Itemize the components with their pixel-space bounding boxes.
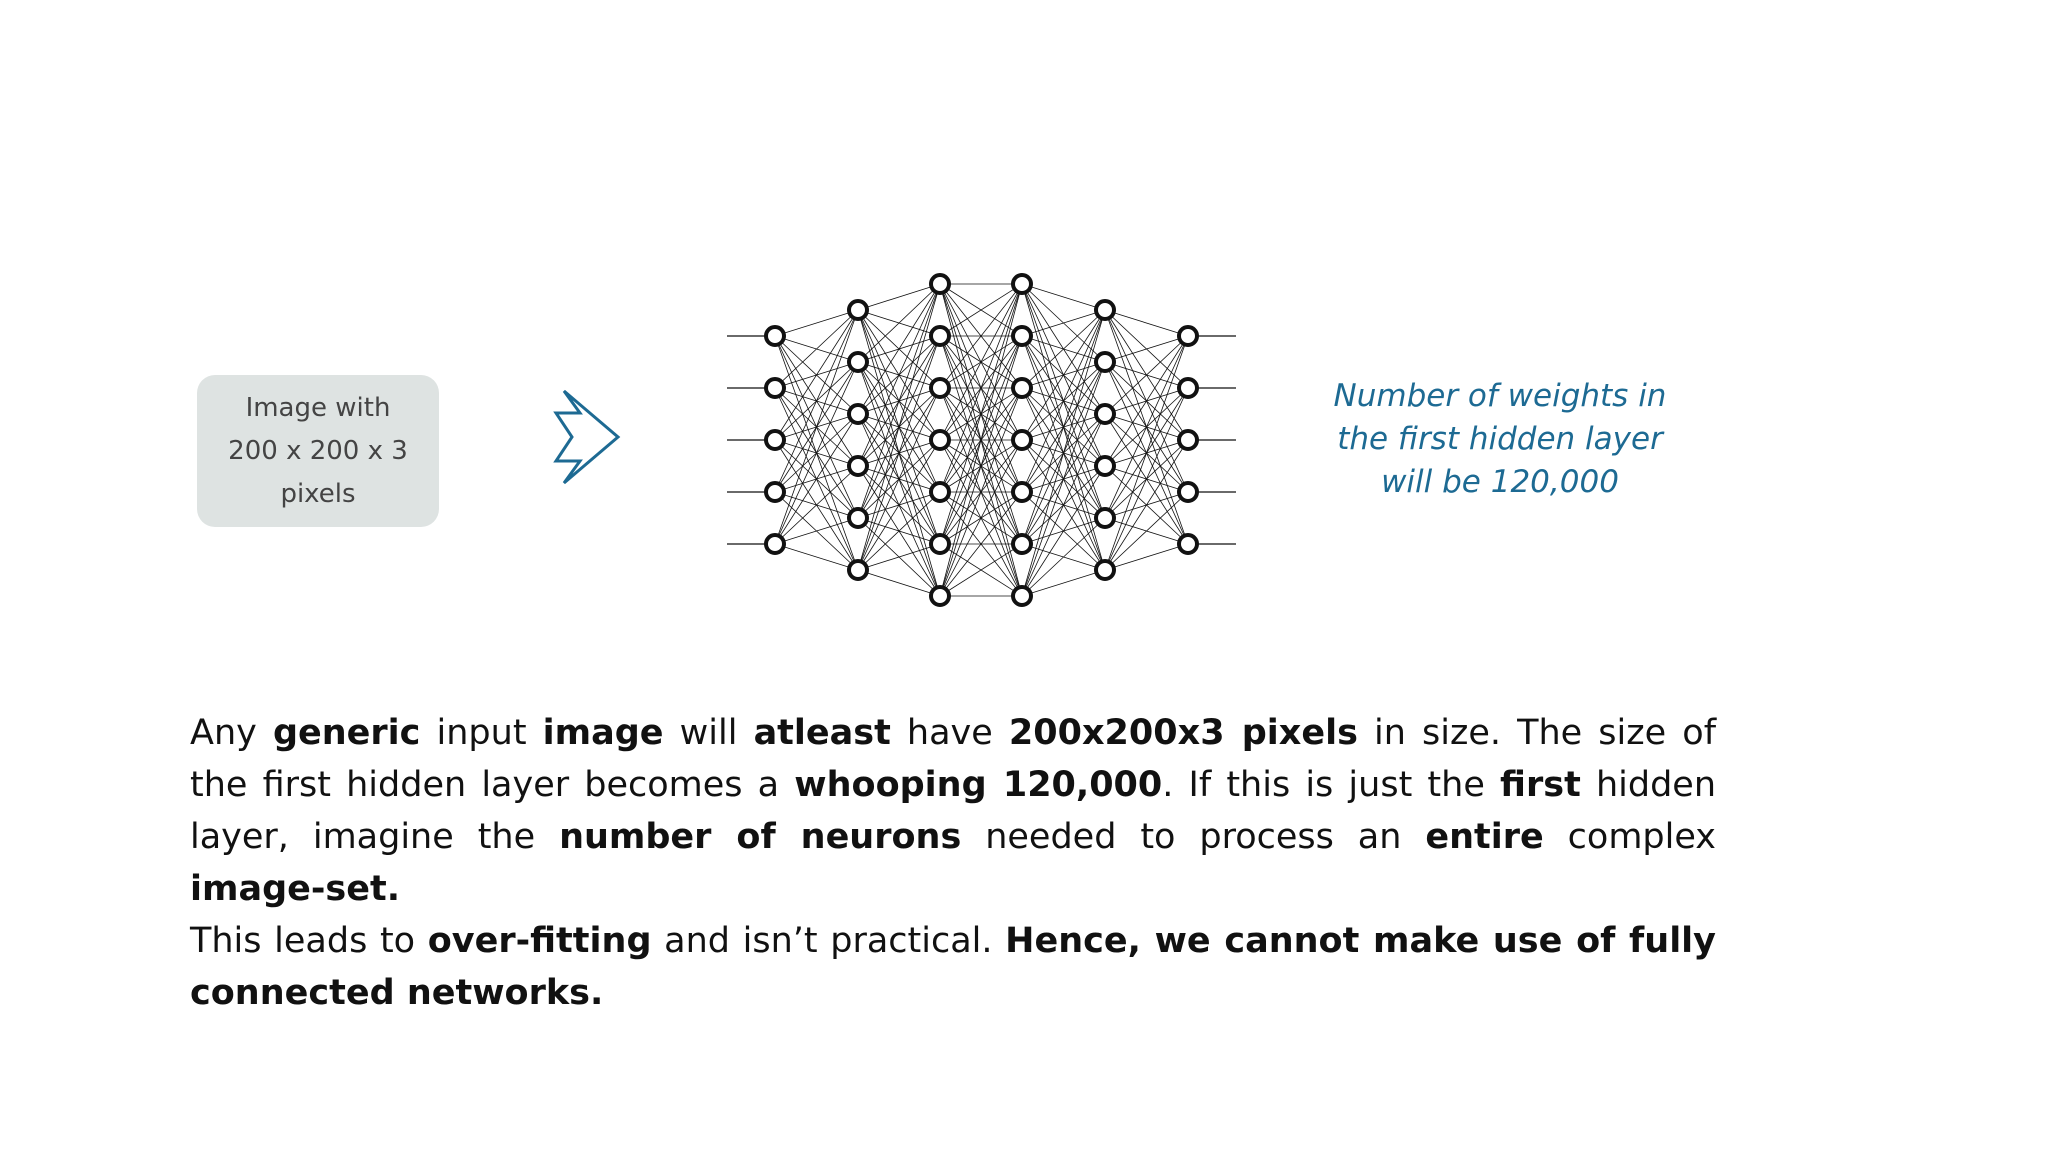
weight-connection xyxy=(775,310,858,388)
weight-connection xyxy=(1022,310,1105,388)
weight-connection xyxy=(1105,492,1188,570)
emphasis-text-3: Hence, we cannot make use of fully connected networks. xyxy=(190,921,1716,1013)
input-box-line-3: pixels xyxy=(280,478,356,509)
weight-connection xyxy=(1022,362,1105,596)
emphasis-text-11: first xyxy=(1500,765,1581,805)
weight-connection xyxy=(775,362,858,544)
weight-connection xyxy=(1022,518,1105,596)
text-run-0: Any xyxy=(190,713,273,753)
weights-note-line-1: Number of weights in xyxy=(1333,378,1667,414)
neuron-layer-3 xyxy=(931,275,949,293)
neuron-layer-1 xyxy=(766,431,784,449)
neuron-layer-2 xyxy=(849,457,867,475)
neuron-layer-2 xyxy=(849,561,867,579)
weight-connection xyxy=(858,336,940,570)
neural-network-diagram xyxy=(720,265,1240,615)
weight-connection xyxy=(1105,544,1188,570)
neuron-layer-3 xyxy=(931,379,949,397)
text-run-16: complex xyxy=(1543,817,1716,857)
weight-connection xyxy=(775,518,858,544)
neuron-layer-2 xyxy=(849,405,867,423)
input-box-line-1: Image with xyxy=(245,392,391,423)
weight-connection xyxy=(1105,336,1188,362)
weight-connection xyxy=(858,544,940,570)
weights-note-line-2: the first hidden layer xyxy=(1337,421,1663,457)
neuron-layer-4 xyxy=(1013,275,1031,293)
text-run-0: This leads to xyxy=(190,921,428,961)
weight-connection xyxy=(775,310,858,544)
text-run-6: have xyxy=(890,713,1009,753)
neuron-layer-5 xyxy=(1096,457,1114,475)
weight-connection xyxy=(858,440,940,570)
neuron-layer-4 xyxy=(1013,483,1031,501)
explanation-paragraph-2 xyxy=(190,915,1716,1019)
text-run-2: input xyxy=(420,713,543,753)
weight-connection xyxy=(858,284,940,570)
weight-connection xyxy=(1022,414,1105,596)
weight-connection xyxy=(858,284,940,518)
emphasis-text-5: atleast xyxy=(753,713,891,753)
neuron-layer-6 xyxy=(1179,379,1197,397)
neuron-layer-3 xyxy=(931,483,949,501)
weight-connection xyxy=(1105,310,1188,336)
weight-connection xyxy=(858,388,940,570)
weight-connection xyxy=(1105,336,1188,518)
neuron-layer-3 xyxy=(931,431,949,449)
weight-connection xyxy=(775,310,858,440)
weight-connection xyxy=(775,310,858,336)
neuron-layer-1 xyxy=(766,483,784,501)
neuron-layer-6 xyxy=(1179,327,1197,345)
text-run-12: hidden layer, imagine the xyxy=(190,765,1717,857)
neuron-layer-4 xyxy=(1013,587,1031,605)
emphasis-text-17: image-set. xyxy=(190,869,400,909)
neuron-layer-6 xyxy=(1179,431,1197,449)
text-run-10: . If this is just the xyxy=(1162,765,1501,805)
input-image-box xyxy=(197,375,439,527)
neuron-layer-4 xyxy=(1013,327,1031,345)
weight-connection xyxy=(1022,310,1105,492)
neuron-layer-2 xyxy=(849,509,867,527)
right-arrow-outline-icon xyxy=(548,387,622,487)
neuron-layer-2 xyxy=(849,353,867,371)
weight-connection xyxy=(858,284,940,414)
weight-connection xyxy=(775,414,858,544)
weight-connection xyxy=(1105,336,1188,414)
neuron-layer-4 xyxy=(1013,431,1031,449)
explanation-paragraph-1 xyxy=(190,707,1716,915)
emphasis-text-3: image xyxy=(542,713,664,753)
emphasis-text-7: 200x200x3 pixels xyxy=(1008,713,1358,753)
neuron-layer-1 xyxy=(766,535,784,553)
neuron-layer-4 xyxy=(1013,379,1031,397)
neuron-layer-6 xyxy=(1179,535,1197,553)
weight-connection xyxy=(1105,336,1188,570)
neuron-layer-5 xyxy=(1096,509,1114,527)
weight-connection xyxy=(1022,310,1105,336)
neuron-layer-5 xyxy=(1096,405,1114,423)
weight-connection xyxy=(1105,336,1188,466)
weight-connection xyxy=(1022,310,1105,596)
weight-connection xyxy=(775,544,858,570)
weight-connection xyxy=(775,310,858,492)
input-box-line-2: 200 x 200 x 3 xyxy=(228,435,408,466)
weight-connection xyxy=(858,284,940,466)
neuron-layer-3 xyxy=(931,535,949,553)
neuron-layer-6 xyxy=(1179,483,1197,501)
explanation-text xyxy=(190,707,1716,1019)
neuron-layer-1 xyxy=(766,379,784,397)
text-run-4: will xyxy=(663,713,754,753)
text-run-8: in size. The size of the first hidden layer becomes a xyxy=(190,713,1717,805)
weights-note xyxy=(1320,375,1680,504)
weight-connection xyxy=(1022,570,1105,596)
neuron-layer-1 xyxy=(766,327,784,345)
emphasis-text-13: number of neurons xyxy=(559,817,962,857)
neuron-layer-3 xyxy=(931,327,949,345)
neuron-layer-2 xyxy=(849,301,867,319)
weight-connection xyxy=(858,284,940,362)
weight-connection xyxy=(775,466,858,544)
emphasis-text-15: entire xyxy=(1425,817,1544,857)
weight-connection xyxy=(1022,310,1105,440)
emphasis-text-1: generic xyxy=(272,713,421,753)
weight-connection xyxy=(858,492,940,570)
emphasis-text-1: over-fitting xyxy=(427,921,652,961)
weight-connection xyxy=(858,284,940,310)
neuron-layer-3 xyxy=(931,587,949,605)
weight-connection xyxy=(858,570,940,596)
weight-connection xyxy=(1105,440,1188,570)
neuron-layer-5 xyxy=(1096,561,1114,579)
weight-connection xyxy=(1022,466,1105,596)
weight-connection xyxy=(1022,284,1105,310)
weights-note-line-3: will be 120,000 xyxy=(1381,464,1619,500)
text-run-14: needed to process an xyxy=(961,817,1426,857)
neuron-layer-4 xyxy=(1013,535,1031,553)
emphasis-text-9: whooping 120,000 xyxy=(794,765,1163,805)
weight-connection xyxy=(1022,310,1105,544)
text-run-2: and isn’t practical. xyxy=(651,921,1006,961)
neuron-layer-5 xyxy=(1096,353,1114,371)
neuron-layer-5 xyxy=(1096,301,1114,319)
weight-connection xyxy=(1105,388,1188,570)
